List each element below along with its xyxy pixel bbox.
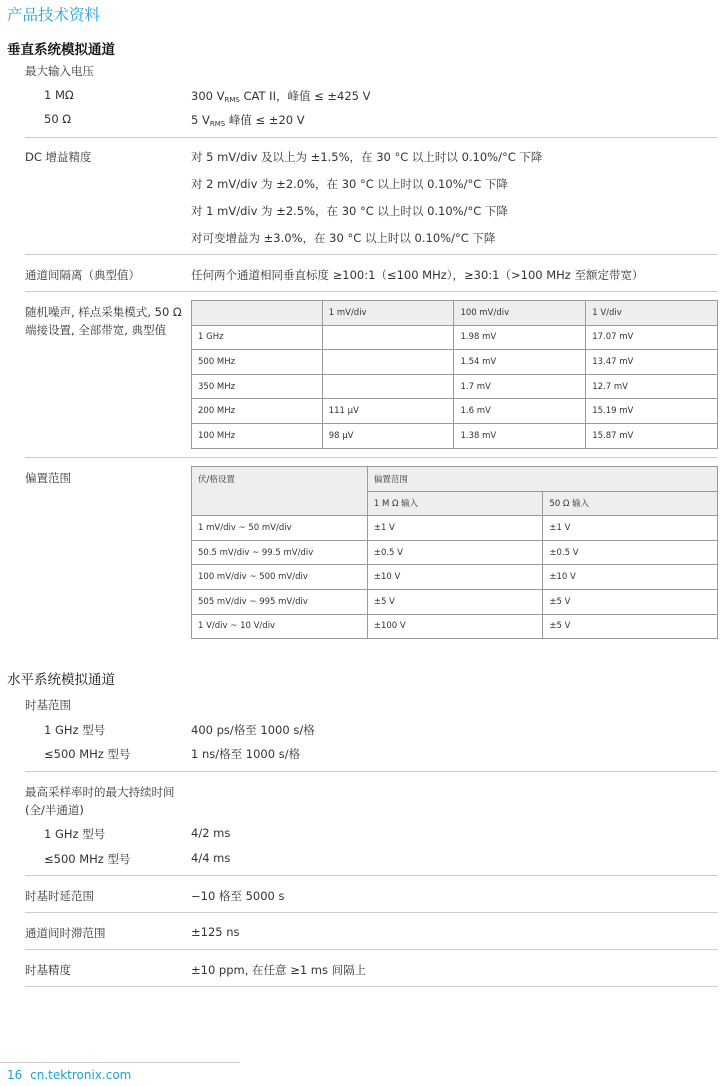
dc-gain-label: DC 增益精度 xyxy=(25,150,92,164)
table-cell: 100 mV/div ~ 500 mV/div xyxy=(192,565,368,590)
accuracy-value: ±10 ppm, 在任意 ≥1 ms 间隔上 xyxy=(191,963,367,977)
table-cell: 111 μV xyxy=(322,399,454,424)
footer-site-link[interactable]: cn.tektronix.com xyxy=(30,1068,132,1082)
table-cell: ±0.5 V xyxy=(543,540,718,565)
noise-label-line1: 随机噪声, 样点采集模式, 50 Ω xyxy=(25,305,182,319)
table-cell: 100 MHz xyxy=(192,423,323,448)
table-row xyxy=(192,589,718,614)
max-duration-1g-value: 4/2 ms xyxy=(191,826,231,840)
table-cell: 1.6 mV xyxy=(454,399,586,424)
max-duration-label-line2: (全/半通道) xyxy=(25,803,84,817)
max-input-50-value: 5 $V_{RMS}$ 峰值 ≤ ±20 V xyxy=(191,113,305,128)
divider xyxy=(25,875,718,876)
table-cell: 1 GHz xyxy=(192,325,323,350)
page-number: 16 xyxy=(7,1068,23,1082)
divider xyxy=(25,457,718,458)
footer-divider xyxy=(0,1062,240,1063)
deskew-value: ±125 ns xyxy=(191,925,240,939)
max-duration-500m-value: 4/4 ms xyxy=(191,851,231,865)
divider xyxy=(25,254,718,255)
table-header-cell: 50 Ω 输入 xyxy=(543,491,718,516)
table-cell xyxy=(322,374,454,399)
table-row xyxy=(192,423,718,448)
table-cell: 1.38 mV xyxy=(454,423,586,448)
divider xyxy=(25,986,718,987)
max-input-label: 最大输入电压 xyxy=(25,64,94,78)
table-cell: ±1 V xyxy=(367,516,543,541)
vertical-section-title: 垂直系统模拟通道 xyxy=(7,42,115,58)
table-header-cell xyxy=(192,301,323,326)
table-cell: 1 V/div ~ 10 V/div xyxy=(192,614,368,639)
dc-gain-value-2: 对 2 mV/div 为 ±2.0%，在 30 °C 以上时以 0.10%/°C 下降 xyxy=(191,177,508,191)
table-cell: ±5 V xyxy=(543,589,718,614)
table-cell: 15.19 mV xyxy=(586,399,718,424)
timebase-label: 时基范围 xyxy=(25,698,71,712)
table-cell: 200 MHz xyxy=(192,399,323,424)
table-cell: ±10 V xyxy=(543,565,718,590)
timebase-1g-label: 1 GHz 型号 xyxy=(44,723,106,737)
max-duration-1g-label: 1 GHz 型号 xyxy=(44,827,106,841)
delay-label: 时基时延范围 xyxy=(25,889,94,903)
table-cell: 98 μV xyxy=(322,423,454,448)
table-header-cell: 100 mV/div xyxy=(454,301,586,326)
table-header-cell: 偏置范围 xyxy=(367,467,717,492)
table-row xyxy=(192,540,718,565)
table-cell: 50.5 mV/div ~ 99.5 mV/div xyxy=(192,540,368,565)
table-row xyxy=(192,374,718,399)
table-row xyxy=(192,399,718,424)
dc-gain-value-3: 对 1 mV/div 为 ±2.5%，在 30 °C 以上时以 0.10%/°C 下降 xyxy=(191,204,508,218)
table-header-cell: 1 mV/div xyxy=(322,301,454,326)
table-cell: 1 mV/div ~ 50 mV/div xyxy=(192,516,368,541)
table-row xyxy=(192,565,718,590)
max-input-1m-label: 1 MΩ xyxy=(44,88,74,102)
table-cell: 350 MHz xyxy=(192,374,323,399)
noise-label-line2: 端接设置, 全部带宽, 典型值 xyxy=(25,323,167,337)
offset-label: 偏置范围 xyxy=(25,471,71,485)
table-row xyxy=(192,614,718,639)
table-cell: 15.87 mV xyxy=(586,423,718,448)
table-header-cell: 1 M Ω 输入 xyxy=(367,491,543,516)
timebase-500m-label: ≤500 MHz 型号 xyxy=(44,747,131,761)
offset-table xyxy=(191,466,718,639)
max-duration-label-line1: 最高采样率时的最大持续时间 xyxy=(25,785,175,799)
table-cell: 505 mV/div ~ 995 mV/div xyxy=(192,589,368,614)
table-cell: ±5 V xyxy=(543,614,718,639)
accuracy-label: 时基精度 xyxy=(25,963,71,977)
max-input-1m-value: 300 $V_{RMS}$ CAT II，峰值 ≤ ±425 V xyxy=(191,89,371,104)
footer xyxy=(7,1068,131,1082)
horizontal-section-title: 水平系统模拟通道 xyxy=(7,672,115,688)
table-cell: ±1 V xyxy=(543,516,718,541)
timebase-500m-value: 1 ns/格至 1000 s/格 xyxy=(191,747,301,761)
isolation-label: 通道间隔离（典型值） xyxy=(25,268,140,282)
table-cell: 13.47 mV xyxy=(586,350,718,375)
table-cell: ±100 V xyxy=(367,614,543,639)
divider xyxy=(25,291,718,292)
table-cell: 12.7 mV xyxy=(586,374,718,399)
delay-value: −10 格至 5000 s xyxy=(191,889,285,903)
table-cell: ±0.5 V xyxy=(367,540,543,565)
table-row xyxy=(192,350,718,375)
table-header-cell: 伏/格设置 xyxy=(192,467,368,516)
table-header-row xyxy=(192,301,718,326)
divider xyxy=(25,949,718,950)
table-header-row xyxy=(192,467,718,492)
table-cell xyxy=(322,325,454,350)
table-cell: 1.54 mV xyxy=(454,350,586,375)
table-cell xyxy=(322,350,454,375)
isolation-value: 任何两个通道相同垂直标度 ≥100:1（≤100 MHz），≥30:1（>100 MHz 至额定带宽） xyxy=(191,268,644,282)
table-row xyxy=(192,325,718,350)
max-input-50-label: 50 Ω xyxy=(44,112,72,126)
table-cell: 1.98 mV xyxy=(454,325,586,350)
divider xyxy=(25,137,718,138)
table-cell: 1.7 mV xyxy=(454,374,586,399)
table-row xyxy=(192,516,718,541)
table-cell: ±10 V xyxy=(367,565,543,590)
divider xyxy=(25,912,718,913)
table-cell: 17.07 mV xyxy=(586,325,718,350)
table-header-cell: 1 V/div xyxy=(586,301,718,326)
dc-gain-value-4: 对可变增益为 ±3.0%，在 30 °C 以上时以 0.10%/°C 下降 xyxy=(191,231,496,245)
page-title: 产品技术资料 xyxy=(7,6,101,24)
table-cell: ±5 V xyxy=(367,589,543,614)
dc-gain-value-1: 对 5 mV/div 及以上为 ±1.5%，在 30 °C 以上时以 0.10%/°C 下降 xyxy=(191,150,543,164)
noise-table xyxy=(191,300,718,449)
table-cell: 500 MHz xyxy=(192,350,323,375)
deskew-label: 通道间时滞范围 xyxy=(25,926,106,940)
timebase-1g-value: 400 ps/格至 1000 s/格 xyxy=(191,723,315,737)
max-duration-500m-label: ≤500 MHz 型号 xyxy=(44,852,131,866)
divider xyxy=(25,771,718,772)
